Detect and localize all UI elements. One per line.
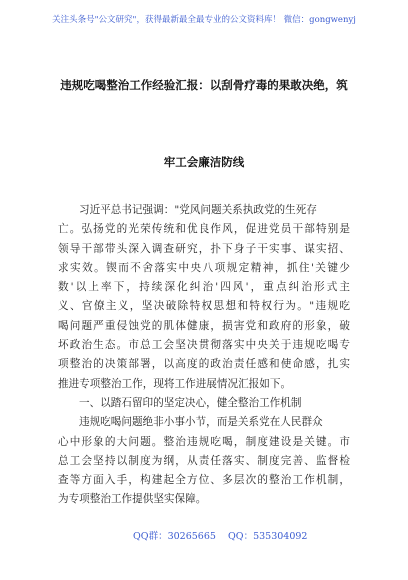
body-line: 亡。弘扬党的光荣传统和优良作风，促进党员干部特别是	[58, 223, 350, 236]
document-title-line-2: 牢工会廉洁防线	[163, 155, 245, 169]
body-line: 领导干部带头深入调查研究，扑下身子干实事、谋实招、	[58, 242, 350, 255]
body-line: 义、官僚主义，坚决破除特权思想和特权行为。"违规吃	[58, 300, 350, 313]
qq-number: QQ：535304092	[228, 531, 308, 542]
header-banner: 关注头条号"公文研究"，获得最新最全最专业的公文资料库！ 微信：gongwenyj	[52, 15, 356, 25]
body-line: 查等方面入手，构建起全方位、多层次的整治工作机制，	[58, 474, 350, 487]
body-line: 习近平总书记强调："党风问题关系执政党的生死存	[79, 204, 317, 216]
body-line: 求实效。锲而不舍落实中央八项规定精神，抓住'关键少	[58, 261, 350, 274]
section-heading: 一、以踏石留印的坚定决心，健全整治工作机制	[79, 396, 302, 409]
body-line: 喝问题严重侵蚀党的肌体健康，损害党和政府的形象，破	[58, 319, 350, 332]
qq-group-number: QQ群：30265665	[133, 531, 216, 542]
body-line: 推进专项整治工作，现将工作进展情况汇报如下。	[58, 377, 292, 390]
body-line: 坏政治生态。市总工会坚决贯彻落实中央关于违规吃喝专	[58, 339, 350, 352]
body-line: 违规吃喝问题绝非小事小节，而是关系党在人民群众	[79, 416, 323, 429]
body-line: 为专项整治工作提供坚实保障。	[58, 493, 207, 506]
body-line: 心中形象的大问题。整治违规吃喝，制度建设是关键。市	[58, 435, 350, 448]
body-line: 总工会坚持以制度为纲，从责任落实、制度完善、监督检	[58, 454, 350, 467]
body-line: 项整治的决策部署，以高度的政治责任感和使命感，扎实	[58, 358, 350, 371]
body-line: 数'以上率下，持续深化纠治'四风'，重点纠治形式主	[58, 281, 350, 294]
footer-contacts	[0, 528, 408, 542]
document-body	[58, 201, 350, 510]
document-title-line-1: 违规吃喝整治工作经验汇报：以刮骨疗毒的果敢决绝，筑	[60, 78, 348, 92]
